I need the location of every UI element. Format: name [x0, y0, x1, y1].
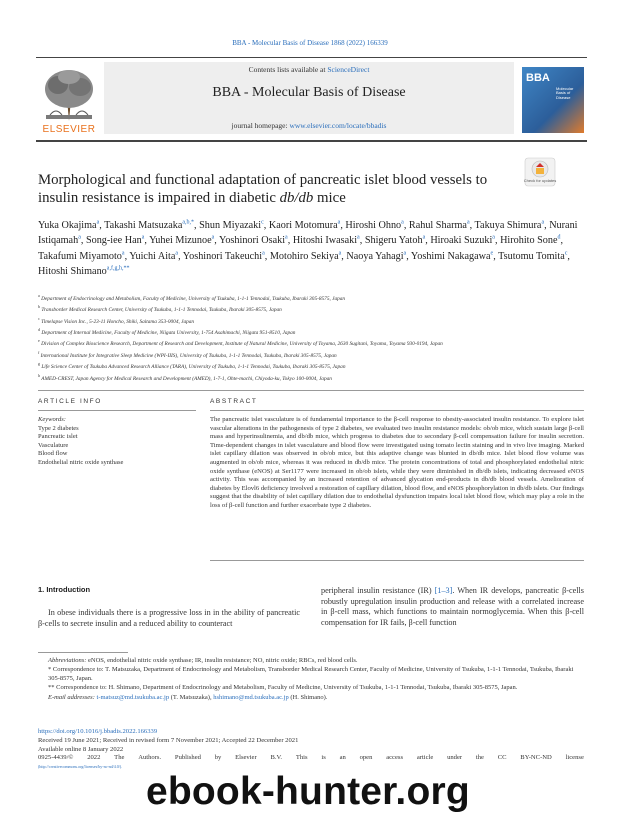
affiliation-list	[38, 292, 584, 383]
affiliation-item	[38, 303, 584, 314]
email-note: E-mail addresses: t-matsuz@md.tsukuba.ac.jp (T. Matsuzaka), hshimano@md.tsukuba.ac.jp (H. Shimano).	[48, 693, 328, 701]
author-affiliation-marker[interactable]: d	[557, 234, 561, 241]
affiliation-text: Department of Endocrinology and Metabolism, Faculty of Medicine, University of Tsukuba, 1-1-1 Tennodai, Tsukuba, Ibaraki 305-8575, Japan	[39, 295, 346, 302]
author-affiliation-marker[interactable]: a	[541, 219, 545, 226]
abstract-text: The pancreatic islet vasculature is of fundamental importance to the β-cell response to obesity-associated insulin resistance. To explore islet vascular alterations in the pathogenesis of type 2 diabetes, we evaluated two insulin resistance models: ob/ob mice, which sustain large β-cell mass and hyperinsulinemia, and db/db mice, which progress to diabetes due to secondary β-cell compensation failure for insulin secretion. Time-dependent changes in islet vasculature and blood flow were investigated using tomato lectin staining and in vivo live imaging. Marked islet capillary dilation was observed in ob/ob mice, but this adaptive change was blunted in db/db mice. Islet blood flow volume was augmented in ob/ob mice, whereas it was reduced in db/db mice. The protein concentrations of total and phosphorylated endothelial nitric oxide synthase (eNOS) at Ser1177 were increased in ob/ob islets, while they were diminished in db/db islets, indicating decreased eNOS activity. This was accompanied by an increased retention of advanced glycation end-products in db/db blood vessels. Amelioration of diabetes by Elovl6 deficiency involved a restoration of capillary dilation, blood flow, and eNOS phosphorylation in db/db islets. Our findings suggest that the disability of islet capillary dilation due to endothelial dysfunction impairs local islet blood flow, which may play a role in the loss of β-cell function and further exacerbate type 2 diabetes.	[210, 416, 584, 509]
author-affiliation-marker[interactable]: a	[422, 234, 426, 241]
author-name: Rahul Sharma	[408, 220, 467, 231]
license-word: is	[321, 754, 326, 762]
author-name: Takuya Shimura	[474, 220, 542, 231]
citation-link[interactable]: [1–3]	[434, 586, 453, 595]
author-name: Hirohito Sone	[500, 235, 558, 247]
author-name: Takashi Matsuzaka	[104, 220, 183, 231]
author-affiliation-marker[interactable]: a	[262, 250, 265, 257]
license-word: The	[114, 754, 125, 762]
running-head[interactable]: BBA - Molecular Basis of Disease 1868 (2022) 166339	[232, 39, 388, 47]
affiliation-item	[38, 372, 584, 383]
author-name: Tsutomu Tomita	[498, 250, 565, 262]
affiliation-letter: a	[38, 293, 40, 298]
affiliation-letter: b	[38, 304, 40, 310]
license-word: Published	[174, 754, 201, 762]
divider	[210, 410, 584, 411]
author-affiliation-marker[interactable]: a	[141, 234, 145, 241]
correspondence-note: * Correspondence to: T. Matsuzaka, Department of Endocrinology and Metabolism, Transborder Medical Research Center, Faculty of Medicine, University of Tsukuba, 1-1-1 Tennodai, Tsukuba, Ibaraki 305-8575, Japan.	[48, 666, 574, 683]
keywords-label: Keywords:	[38, 416, 66, 423]
check-for-updates-label[interactable]: Check for updates	[523, 178, 557, 183]
author-affiliation-marker[interactable]: a	[78, 234, 81, 241]
affiliation-item	[38, 292, 584, 303]
affiliation-item	[38, 315, 584, 326]
cover-subtitle: Molecular Basis of Disease	[556, 86, 574, 100]
keyword-item: Pancreatic islet	[38, 433, 78, 440]
author-affiliation-marker[interactable]: a	[466, 219, 470, 226]
keyword-item: Vasculature	[38, 441, 69, 449]
affiliation-item	[38, 349, 584, 360]
masthead-bottom-rule	[36, 140, 587, 142]
author-affiliation-marker[interactable]: a	[337, 219, 341, 226]
license-word: open	[359, 754, 373, 762]
affiliation-letter: e	[38, 338, 40, 344]
affiliation-item	[38, 326, 584, 337]
available-online: Available online 8 January 2022	[38, 745, 124, 753]
journal-cover-image	[522, 67, 584, 133]
divider	[38, 390, 584, 391]
divider	[210, 560, 584, 561]
article-info-heading: ARTICLE INFO	[38, 398, 102, 405]
author-affiliation-marker[interactable]: a	[357, 234, 360, 241]
author-affiliation-marker[interactable]: a	[285, 234, 288, 241]
license-word: CC	[497, 754, 507, 762]
introduction-left-column: In obese individuals there is a progressive loss in in the ability of pancreatic β-cells to secrete insulin and a reduced ability to counteract	[38, 608, 300, 628]
author-name: Yoshinori Osaki	[219, 235, 286, 247]
footnote-rule	[38, 652, 128, 653]
abstract-heading: ABSTRACT	[210, 398, 258, 405]
author-name: Yoshimi Nakagawa	[410, 250, 491, 262]
cover-title: BBA	[526, 72, 550, 84]
license-line	[38, 754, 584, 763]
license-word: Elsevier	[235, 754, 257, 762]
affiliation-letter: f	[38, 349, 40, 355]
author-name: Hiroshi Ohno	[345, 220, 402, 231]
email-link[interactable]: hshimano@md.tsukuba.ac.jp	[213, 693, 289, 701]
license-word: by	[214, 754, 222, 762]
keyword-item: Endothelial nitric oxide synthase	[38, 458, 124, 466]
license-word: This	[295, 754, 308, 762]
affiliation-item	[38, 360, 584, 371]
license-word: article	[416, 754, 434, 762]
author-affiliation-marker[interactable]: a,b,*	[182, 219, 195, 226]
author-affiliation-marker[interactable]: a	[175, 250, 179, 257]
author-name: Takafumi Miyamoto	[38, 250, 122, 262]
license-word: access	[386, 754, 404, 762]
doi-link[interactable]: https://doi.org/10.1016/j.bbadis.2022.166339	[38, 728, 158, 735]
paper-title: Morphological and functional adaptation of pancreatic islet blood vessels to insulin resistance is impaired in diabetic db/db mice	[38, 172, 488, 206]
watermark: ebook-hunter.org	[146, 770, 470, 813]
keyword-item: Type 2 diabetes	[38, 424, 79, 432]
license-word: the	[475, 754, 484, 762]
author-name: Motohiro Sekiya	[269, 250, 339, 262]
journal-homepage-link[interactable]: www.elsevier.com/locate/bbadis	[289, 121, 387, 130]
introduction-right-column: peripheral insulin resistance (IR) [1–3]. When IR develops, pancreatic β-cells robustly upregulation insulin production and release with a correlated increase in β-cell mass, which functions to maintain normoglycemia. When this β-cell compensation for IR fails, β-cell function	[321, 586, 584, 627]
author-name: Hiroaki Suzuki	[430, 235, 493, 247]
author-list: Yuka Okajima$^a$, Takashi Matsuzaka$^{a,b,*}$, Shun Miyazaki$^c$, Kaori Motomura$^a$, Hiroshi Ohno$^a$, Rahul Sharma$^a$, Takuya Shimura$^a$, Nurani Istiqamah$^a$, Song-iee Han$^a$, Yuhei Mizunoe$^a$, Yoshinori Osaki$^a$, Hitoshi Iwasaki$^a$, Shigeru Yatoh$^a$, Hiroaki Suzuki$^a$, Hirohito Sone$^d$, Takafumi Miyamoto$^a$, Yuichi Aita$^a$, Yoshinori Takeuchi$^a$, Motohiro Sekiya$^a$, Naoya Yahagi$^a$, Yoshimi Nakagawa$^e$, Tsutomu Tomita$^c$, Hitoshi Shimano$^{a,f,g,h,**}$	[38, 219, 578, 277]
author-name: Hitoshi Iwasaki	[292, 235, 358, 247]
author-affiliation-marker[interactable]: c	[261, 219, 264, 226]
elsevier-wordmark: ELSEVIER	[42, 124, 96, 135]
author-affiliation-marker[interactable]: a	[401, 219, 404, 226]
affiliation-text: Transborder Medical Research Center, University of Tsukuba, 1-1-1 Tennodai, Tsukuba, Ibaraki 305-8575, Japan	[40, 307, 282, 314]
masthead-top-rule	[36, 57, 587, 58]
publication-info	[38, 728, 584, 772]
affiliation-text: Timelapse Vision Inc., 5-23-11 Honcho, Shiki, Saitama 353-0004, Japan	[39, 318, 195, 325]
author-name: Hitoshi Shimano	[38, 265, 107, 277]
license-word: 2022	[87, 754, 101, 762]
license-word: Authors.	[138, 754, 162, 762]
affiliation-letter: g	[38, 361, 40, 367]
affiliation-text: International Institute for Integrative Sleep Medicine (WPI-IIIS), University of Tsukuba, 1-1-1 Tennodai, Tsukuba, Ibaraki 305-8575, Japan	[39, 352, 337, 359]
author-name: Naoya Yahagi	[346, 250, 404, 262]
author-name: Yoshinori Takeuchi	[182, 250, 263, 262]
correspondence-note: ** Correspondence to: H. Shimano, Department of Endocrinology and Metabolism, Faculty of Medicine, University of Tsukuba, 1-1-1 Tennodai, Tsukuba, Ibaraki 305-8575, Japan.	[48, 684, 518, 692]
author-name: Kaori Motomura	[268, 220, 338, 231]
affiliation-text: Division of Complex Bioscience Research, Department of Research and Development, Institute of Natural Medicine, University of Toyama, 2630 Sugitani, Toyama, Toyama 930-0194, Japan	[39, 341, 443, 348]
license-word: B.V.	[270, 754, 283, 762]
license-word: license	[565, 754, 584, 762]
received-dates: Received 19 June 2021; Received in revised form 7 November 2021; Accepted 22 December 2021	[38, 736, 299, 744]
license-word: BY-NC-ND	[520, 754, 552, 762]
keyword-item: Blood flow	[38, 450, 68, 457]
homepage-line: journal homepage: www.elsevier.com/locate/bbadis	[231, 121, 387, 130]
keywords-block	[38, 416, 196, 467]
affiliation-item	[38, 337, 584, 348]
author-affiliation-marker[interactable]: e	[490, 250, 494, 257]
author-affiliation-marker[interactable]: c	[564, 250, 568, 257]
affiliation-text: AMED-CREST, Japan Agency for Medical Research and Development (AMED), 1-7-1, Ohte-machi, Chiyoda-ku, Tokyo 100-0004, Japan	[40, 375, 332, 382]
author-name: Song-iee Han	[85, 235, 142, 247]
footnotes	[38, 657, 584, 703]
affiliation-letter: c	[38, 315, 40, 321]
author-name: Shigeru Yatoh	[364, 235, 423, 247]
abbreviations-note: Abbreviations: eNOS, endothelial nitric oxide synthase; IR, insulin resistance; NO, nitric oxide; RBCs, red blood cells.	[48, 657, 358, 664]
author-name: Nurani Istiqamah	[38, 220, 578, 247]
license-word: 0925-4439/©	[38, 754, 74, 762]
sciencedirect-link[interactable]: ScienceDirect	[327, 65, 370, 74]
author-name: Shun Miyazaki	[199, 220, 262, 231]
journal-title: BBA - Molecular Basis of Disease	[212, 85, 406, 100]
contents-line: Contents lists available at ScienceDirect	[248, 65, 370, 74]
affiliation-text: Department of Internal Medicine, Faculty of Medicine, Niigata University, 1-754 Asahimachi, Niigata 951-8510, Japan	[40, 329, 296, 336]
affiliation-letter: d	[38, 327, 40, 333]
author-name: Yuichi Aita	[129, 250, 176, 262]
email-link[interactable]: t-matsuz@md.tsukuba.ac.jp	[96, 693, 170, 701]
author-affiliation-marker[interactable]: a	[403, 250, 407, 257]
license-link[interactable]: (http://creativecommons.org/licenses/by-nc-nd/4.0/).	[38, 764, 123, 770]
affiliation-text: Life Science Center of Tsukuba Advanced Research Alliance (TARA), University of Tsukuba, 1-1-1 Tennodai, Tsukuba, Ibaraki 305-8575, Japan	[40, 363, 346, 370]
author-affiliation-marker[interactable]: a,f,g,h,**	[106, 265, 130, 272]
affiliation-letter: h	[38, 372, 40, 378]
author-affiliation-marker[interactable]: a	[211, 234, 215, 241]
author-affiliation-marker[interactable]: a	[492, 234, 495, 241]
author-affiliation-marker[interactable]: a	[121, 250, 125, 257]
author-affiliation-marker[interactable]: a	[338, 250, 342, 257]
license-word: an	[339, 754, 346, 762]
author-name: Yuhei Mizunoe	[149, 235, 212, 247]
license-word: under	[447, 754, 463, 762]
divider	[38, 410, 196, 411]
introduction-heading: 1. Introduction	[38, 585, 91, 594]
author-name: Yuka Okajima	[38, 220, 97, 231]
author-affiliation-marker[interactable]: a	[96, 219, 100, 226]
